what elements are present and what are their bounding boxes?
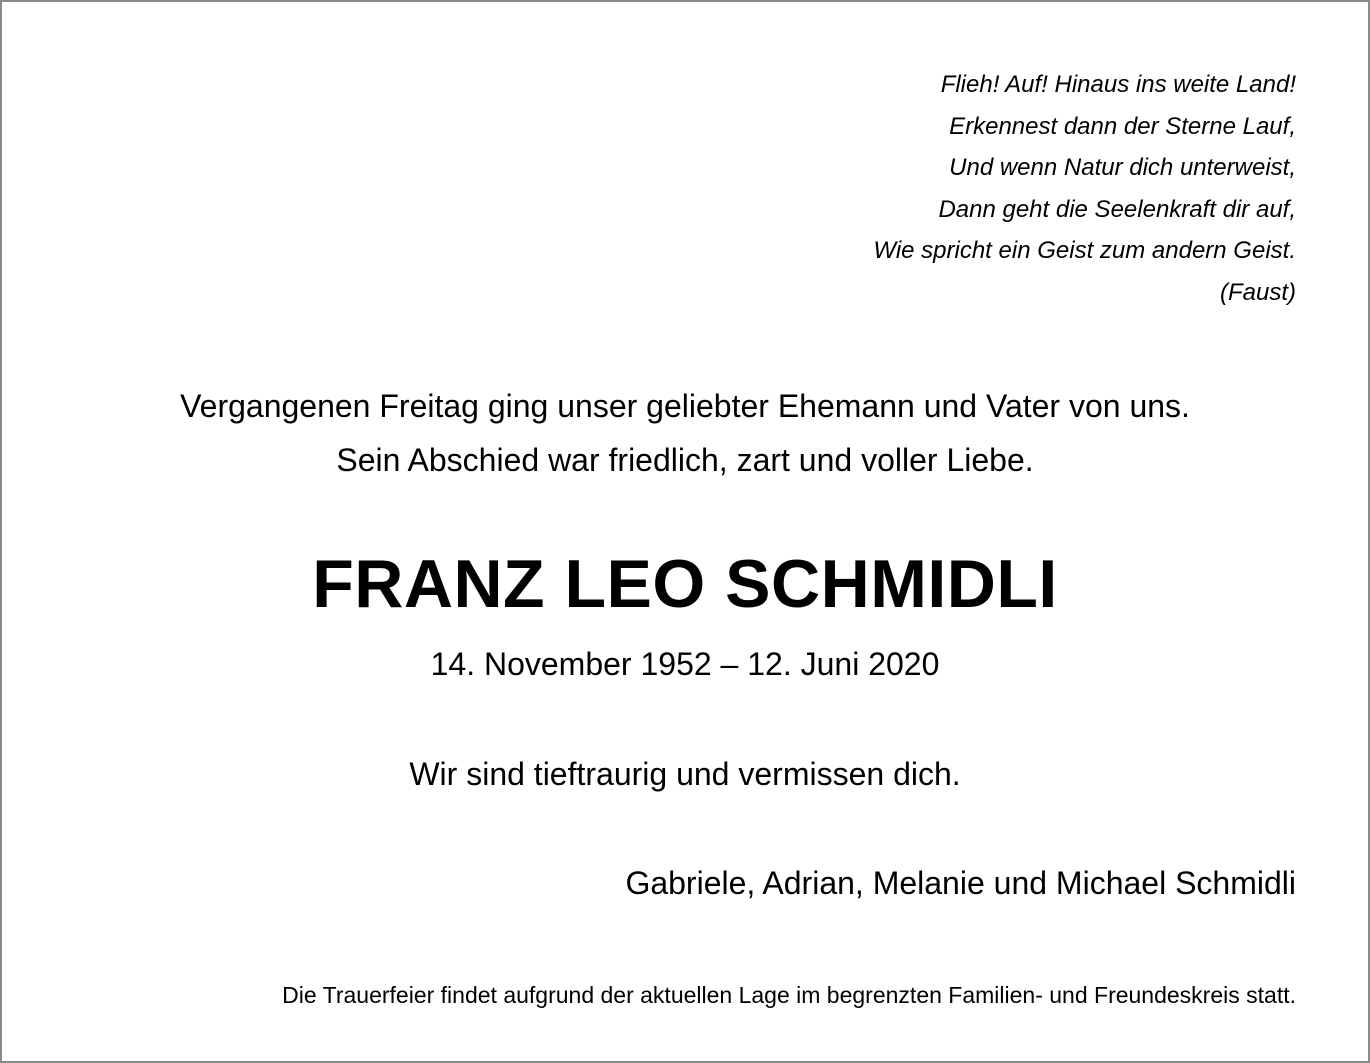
poem-line-2: Erkennest dann der Sterne Lauf,	[949, 112, 1296, 140]
intro-line-2: Sein Abschied war friedlich, zart und voller Liebe.	[336, 442, 1034, 478]
poem-line-1: Flieh! Auf! Hinaus ins weite Land!	[940, 71, 1296, 98]
deceased-name: FRANZ LEO SCHMIDLI	[312, 546, 1058, 622]
intro-text	[2, 379, 1368, 487]
poem-source: (Faust)	[1219, 278, 1296, 306]
intro-line-1: Vergangenen Freitag ging unser geliebter Ehemann und Vater von uns.	[180, 388, 1190, 424]
grief-message: Wir sind tieftraurig und vermissen dich.	[409, 756, 961, 792]
poem-line-4: Dann geht die Seelenkraft dir auf,	[938, 195, 1296, 223]
funeral-note: Die Trauerfeier findet aufgrund der aktuellen Lage im begrenzten Familien- und Freundeskreis statt.	[282, 982, 1296, 1008]
poem-quote	[873, 64, 1296, 313]
poem-line-5: Wie spricht ein Geist zum andern Geist.	[873, 237, 1296, 264]
poem-line-3: Und wenn Natur dich unterweist,	[949, 154, 1296, 181]
life-dates: 14. November 1952 – 12. Juni 2020	[430, 646, 940, 682]
family-signers: Gabriele, Adrian, Melanie und Michael Schmidli	[625, 865, 1296, 901]
